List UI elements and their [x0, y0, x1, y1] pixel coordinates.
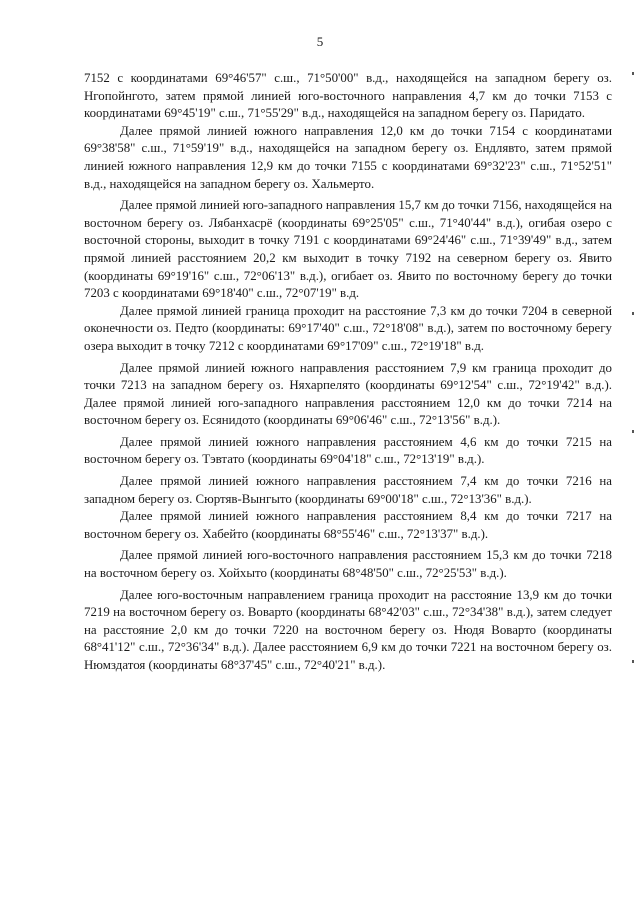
paragraph-point-7156: Далее прямой линией юго-западного направления 15,7 км до точки 7156, находящейся на восточном берегу оз. Лябанхасрё (координаты 69°25'05" с.ш., 71°40'44" в.д.), огибая озеро с восточной стороны, выходит в точку 7191 с координатами 69°24'46" с.ш., 71°39'49" в.д., затем прямой линией расстоянием 20,2 км выходит в точку 7192 на северном берегу оз. Явито (координаты 69°19'16" с.ш., 72°06'13" в.д.), огибает оз. Явито по восточному берегу до точки 7203 с координатами 69°18'40" с.ш., 72°07'19" в.д. [84, 198, 612, 301]
paragraph-point-7218: Далее прямой линией юго-восточного направления расстоянием 15,3 км до точки 7218 на восточном берегу оз. Хойхыто (координаты 68°48'50" с.ш., 72°25'53" в.д.). [84, 548, 612, 581]
paragraph-point-7216: Далее прямой линией южного направления расстоянием 7,4 км до точки 7216 на западном берегу оз. Сюртяв-Вынгыто (координаты 69°00'18" с.ш., 72°13'36" в.д.). [84, 474, 612, 506]
scan-margin-mark [632, 430, 634, 433]
scan-margin-mark [632, 72, 634, 75]
document-body [84, 70, 612, 675]
paragraph-point-7152: 7152 с координатами 69°46'57" с.ш., 71°50'00" в.д., находящейся на западном берегу оз. Нгопойнгото, затем прямой линией юго-восточного направления 4,7 км до точки 7153 с координатами 69°45'19" с.ш., 71°55'29" в.д., находящейся на западном берегу оз. Паридато. [84, 71, 612, 121]
scan-margin-mark [632, 660, 634, 663]
paragraph-point-7213: Далее прямой линией южного направления расстоянием 7,9 км граница проходит до точки 7213 на западном берегу оз. Няхарпелято (координаты 69°12'54" с.ш., 72°19'42" в.д.). Далее прямой линией юго-западного направления расстоянием 12,0 км до точки 7214 на восточном берегу оз. Есянидото (координаты 69°06'46" с.ш., 72°13'56" в.д.). [84, 360, 612, 428]
paragraph-point-7219: Далее юго-восточным направлением граница проходит на расстояние 13,9 км до точки 7219 на восточном берегу оз. Воварто (координаты 68°42'03" с.ш., 72°34'38" в.д.), затем следует на расстояние 2,0 км до точки 7220 на восточном берегу оз. Нюдя Воварто (координаты 68°41'12" с.ш., 72°36'34" в.д.). Далее расстоянием 6,9 км до точки 7221 на восточном берегу оз. Нюмздатоя (координаты 68°37'45" с.ш., 72°40'21" в.д.). [84, 587, 612, 672]
paragraph-point-7154: Далее прямой линией южного направления 12,0 км до точки 7154 с координатами 69°38'58" с.ш., 71°59'19" в.д., находящейся на западном берегу оз. Ендлявто, затем прямой линией южного направления 12,9 км до точки 7155 с координатами 69°32'23" с.ш., 71°52'51" в.д., находящейся на западном берегу оз. Хальмерто. [84, 123, 612, 191]
paragraph-point-7215: Далее прямой линией южного направления расстоянием 4,6 км до точки 7215 на восточном берегу оз. Тэвтато (координаты 69°04'18" с.ш., 72°13'19" в.д.). [84, 434, 612, 467]
page-number: 5 [316, 34, 324, 49]
scan-margin-mark [632, 312, 634, 315]
paragraph-point-7204: Далее прямой линией граница проходит на расстояние 7,3 км до точки 7204 в северной оконечности оз. Педто (координаты: 69°17'40" с.ш., 72°18'08" в.д.), затем по восточному берегу озера выходит в точку 7212 с координатами 69°17'09" с.ш., 72°19'18" в.д. [84, 303, 612, 353]
paragraph-point-7217: Далее прямой линией южного направления расстоянием 8,4 км до точки 7217 на восточном берегу оз. Хабейто (координаты 68°55'46" с.ш., 72°13'37" в.д.). [84, 509, 612, 541]
